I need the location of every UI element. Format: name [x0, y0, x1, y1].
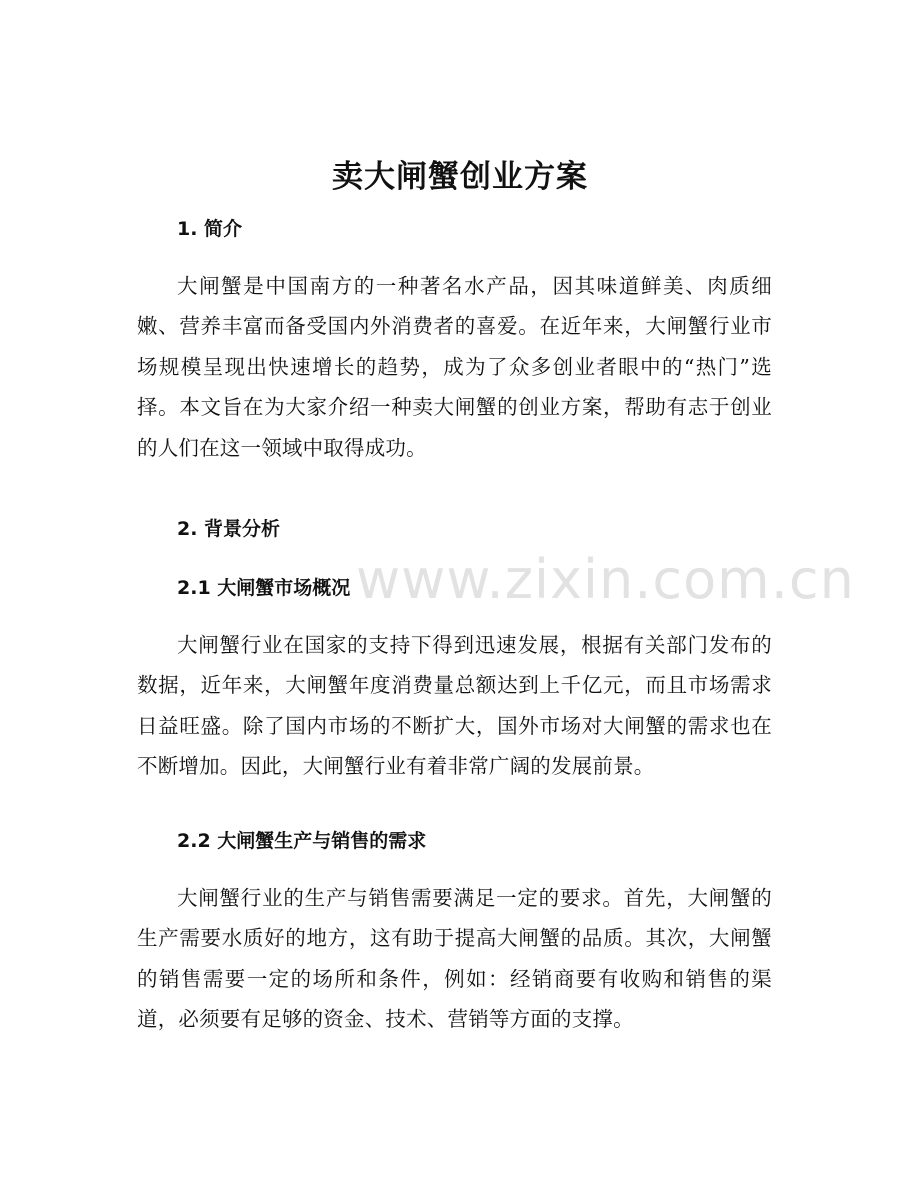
watermark: www.zixin.com.cn — [356, 548, 855, 611]
section-heading-production-sales: 2.2 大闸蟹生产与销售的需求 — [177, 830, 427, 852]
section-heading-background: 2. 背景分析 — [177, 518, 281, 540]
section-heading-intro: 1. 简介 — [177, 218, 243, 240]
paragraph-intro: 大闸蟹是中国南方的一种著名水产品，因其味道鲜美、肉质细嫩、营养丰富而备受国内外消费者的喜爱。在近年来，大闸蟹行业市场规模呈现出快速增长的趋势，成为了众多创业者眼中的“热门”选择。本文旨在为大家介绍一种卖大闸蟹的创业方案，帮助有志于创业的人们在这一领域中取得成功。 — [137, 274, 772, 460]
section-heading-market-overview: 2.1 大闸蟹市场概况 — [177, 577, 351, 599]
document-title: 卖大闸蟹创业方案 — [332, 159, 588, 195]
paragraph-market-overview: 大闸蟹行业在国家的支持下得到迅速发展，根据有关部门发布的数据，近年来，大闸蟹年度消费量总额达到上千亿元，而且市场需求日益旺盛。除了国内市场的不断扩大，国外市场对大闸蟹的需求也在不断增加。因此，大闸蟹行业有着非常广阔的发展前景。 — [137, 633, 772, 779]
paragraph-production-sales: 大闸蟹行业的生产与销售需要满足一定的要求。首先，大闸蟹的生产需要水质好的地方，这有助于提高大闸蟹的品质。其次，大闸蟹的销售需要一定的场所和条件，例如：经销商要有收购和销售的渠道，必须要有足够的资金、技术、营销等方面的支撑。 — [137, 886, 772, 1032]
